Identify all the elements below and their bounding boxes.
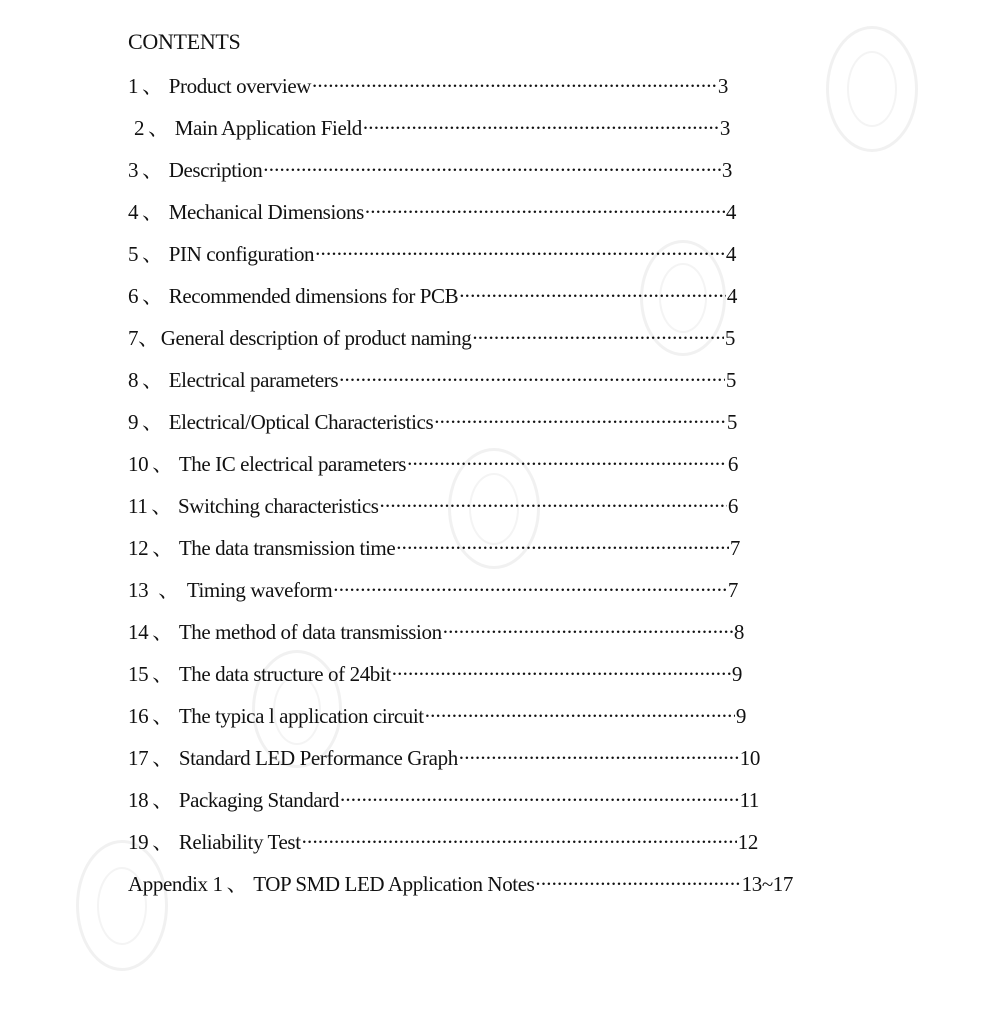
- toc-entry[interactable]: [128, 238, 736, 266]
- toc-entry[interactable]: [128, 280, 737, 308]
- toc-entry-title: Packaging Standard: [178, 788, 339, 812]
- toc-entry-separator: 、: [152, 620, 173, 644]
- toc-entry-title: Product overview: [168, 74, 312, 98]
- toc-entry[interactable]: [128, 196, 736, 224]
- toc-entry-separator: 、: [152, 452, 173, 476]
- toc-entry-number: 4: [128, 200, 139, 224]
- watermark-seal: [826, 26, 918, 152]
- dot-leader: [434, 409, 726, 429]
- toc-entry-page: 6: [727, 494, 738, 518]
- dot-leader: [315, 241, 725, 261]
- dot-leader: [365, 199, 725, 219]
- toc-entry-page: 7: [729, 536, 740, 560]
- toc-entry-separator: 、: [142, 410, 163, 434]
- toc-entry-title: The data transmission time: [178, 536, 396, 560]
- toc-entry[interactable]: [128, 574, 738, 602]
- toc-entry-number: 8: [128, 368, 139, 392]
- toc-entry[interactable]: [134, 112, 730, 140]
- toc-entry-page: 9: [735, 704, 746, 728]
- toc-entry-number: 5: [128, 242, 139, 266]
- toc-entry-separator: 、: [158, 578, 179, 602]
- dot-leader: [380, 493, 727, 513]
- dot-leader: [407, 451, 727, 471]
- dot-leader: [339, 367, 725, 387]
- toc-entry-title: Standard LED Performance Graph: [178, 746, 458, 770]
- toc-entry-separator: 、: [152, 536, 173, 560]
- toc-entry-separator: 、: [142, 200, 163, 224]
- toc-entry[interactable]: [128, 490, 738, 518]
- toc-entry-separator: 、: [152, 704, 173, 728]
- toc-entry-number: 10: [128, 452, 149, 476]
- dot-leader: [459, 745, 739, 765]
- toc-entry-separator: 、: [142, 158, 163, 182]
- toc-entry-separator: 、: [151, 494, 173, 518]
- toc-entry-title: Electrical/Optical Characteristics: [168, 410, 434, 434]
- toc-entry-title: The data structure of 24bit: [178, 662, 391, 686]
- toc-entry-page: 11: [739, 788, 759, 812]
- toc-entry[interactable]: [128, 658, 742, 686]
- toc-entry-number: 7: [128, 326, 139, 350]
- toc-entry-number: 17: [128, 746, 149, 770]
- toc-entry-page: 4: [725, 242, 736, 266]
- dot-leader: [396, 535, 729, 555]
- toc-entry-title: Switching characteristics: [178, 494, 379, 518]
- toc-entry-title: General description of product naming: [160, 326, 472, 350]
- toc-entry-title: Description: [168, 158, 263, 182]
- toc-entry-number: 11: [128, 494, 148, 518]
- toc-entry-number: 19: [128, 830, 149, 854]
- toc-entry-title: The IC electrical parameters: [178, 452, 407, 476]
- toc-entry-title: Electrical parameters: [168, 368, 339, 392]
- toc-entry-separator: 、: [152, 746, 173, 770]
- toc-entry-separator: 、: [142, 74, 163, 98]
- toc-entry-number: 12: [128, 536, 149, 560]
- toc-entry[interactable]: [128, 784, 759, 812]
- toc-entry-title: Mechanical Dimensions: [168, 200, 364, 224]
- toc-entry-page: 10: [739, 746, 760, 770]
- toc-entry-title: The typica l application circuit: [178, 704, 424, 728]
- toc-entry[interactable]: [128, 700, 746, 728]
- toc-entry[interactable]: [128, 406, 737, 434]
- watermark-seal: [76, 840, 168, 971]
- toc-entry-separator: 、: [226, 872, 248, 896]
- toc-entry-separator: 、: [148, 116, 169, 140]
- toc-entry-title: Reliability Test: [178, 830, 301, 854]
- toc-entry[interactable]: [128, 322, 735, 350]
- toc-entry-page: 12: [737, 830, 758, 854]
- toc-entry-page: 3: [717, 74, 728, 98]
- toc-entry-number: 6: [128, 284, 139, 308]
- toc-entry-page: 4: [726, 284, 737, 308]
- toc-entry[interactable]: [128, 448, 738, 476]
- toc-entry-separator: 、: [142, 242, 163, 266]
- toc-entry-number: 13: [128, 578, 149, 602]
- toc-entry-title: The method of data transmission: [178, 620, 442, 644]
- dot-leader: [312, 73, 717, 93]
- toc-entry[interactable]: [128, 154, 732, 182]
- toc-entry-number: 16: [128, 704, 149, 728]
- toc-entry-page: 3: [719, 116, 730, 140]
- toc-entry-page: 5: [725, 368, 736, 392]
- toc-entry-separator: 、: [142, 284, 163, 308]
- toc-entry-number: 9: [128, 410, 139, 434]
- toc-entry-number: 3: [128, 158, 139, 182]
- toc-entry-number: 18: [128, 788, 149, 812]
- toc-entry[interactable]: [128, 826, 758, 854]
- toc-entry[interactable]: [128, 742, 760, 770]
- toc-entry[interactable]: [128, 532, 740, 560]
- dot-leader: [333, 577, 727, 597]
- dot-leader: [535, 871, 740, 891]
- toc-entry-number: 1: [128, 74, 139, 98]
- toc-entry-title: PIN configuration: [168, 242, 315, 266]
- dot-leader: [459, 283, 726, 303]
- toc-entry-page: 3: [721, 158, 732, 182]
- toc-entry-page: 13~17: [741, 872, 793, 896]
- page-title: CONTENTS: [128, 29, 241, 54]
- toc-entry-title: TOP SMD LED Application Notes: [253, 872, 535, 896]
- toc-entry-page: 9: [731, 662, 742, 686]
- toc-entry-page: 7: [727, 578, 738, 602]
- toc-entry-number: Appendix 1: [128, 872, 223, 896]
- toc-entry-page: 5: [724, 326, 735, 350]
- toc-entry[interactable]: [128, 70, 728, 98]
- dot-leader: [472, 325, 724, 345]
- dot-leader: [340, 787, 739, 807]
- toc-entry-number: 14: [128, 620, 149, 644]
- toc-entry[interactable]: [128, 868, 793, 896]
- dot-leader: [263, 157, 721, 177]
- toc-entry[interactable]: [128, 616, 744, 644]
- toc-entry-separator: 、: [152, 788, 173, 812]
- dot-leader: [302, 829, 737, 849]
- toc-entry-page: 5: [726, 410, 737, 434]
- toc-entry-separator: 、: [142, 368, 163, 392]
- dot-leader: [363, 115, 719, 135]
- toc-entry-page: 4: [725, 200, 736, 224]
- dot-leader: [443, 619, 733, 639]
- toc-entry-number: 15: [128, 662, 149, 686]
- toc-entry-separator: 、: [138, 326, 159, 350]
- dot-leader: [392, 661, 731, 681]
- toc-entry-title: Timing waveform: [186, 578, 333, 602]
- toc-entry-separator: 、: [152, 830, 173, 854]
- toc-entry-title: Recommended dimensions for PCB: [168, 284, 459, 308]
- toc-entry-page: 8: [733, 620, 744, 644]
- dot-leader: [425, 703, 735, 723]
- toc-entry-page: 6: [727, 452, 738, 476]
- toc-entry-title: Main Application Field: [174, 116, 362, 140]
- toc-entry-number: 2: [134, 116, 145, 140]
- toc-entry[interactable]: [128, 364, 736, 392]
- toc-entry-separator: 、: [152, 662, 173, 686]
